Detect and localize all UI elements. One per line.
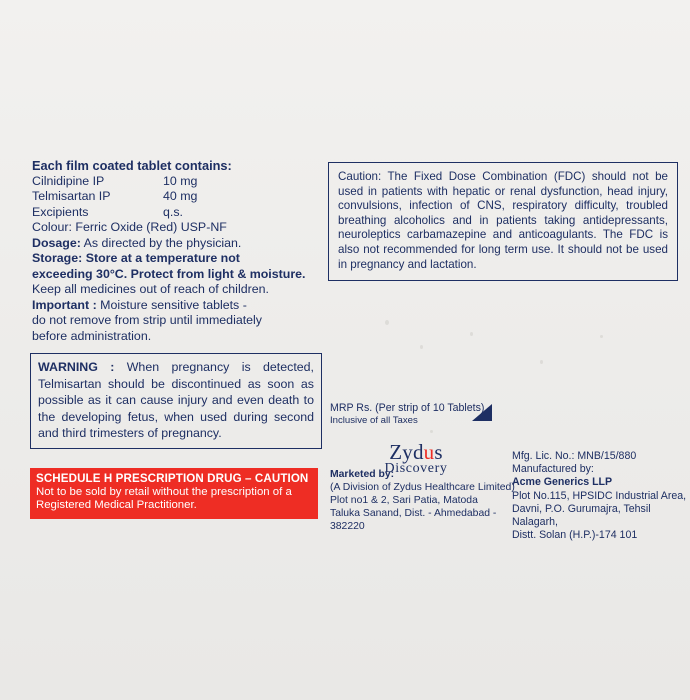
colour-line: Colour: Ferric Oxide (Red) USP-NF [32, 220, 227, 234]
important-block [32, 298, 322, 345]
manufacturer-name: Acme Generics LLP [512, 476, 613, 489]
ingredient-row [32, 174, 322, 190]
marketed-address-2: Taluka Sanand, Dist. - Ahmedabad - 382220 [330, 508, 497, 532]
important-line-3: before administration. [32, 328, 152, 343]
ingredient-row [32, 189, 322, 205]
schedule-h-title: SCHEDULE H PRESCRIPTION DRUG – CAUTION [36, 472, 309, 485]
dosage-line [32, 236, 322, 252]
ingredient-row [32, 205, 322, 221]
marketed-address-1: Plot no1 & 2, Sari Patia, Matoda [330, 495, 478, 506]
storage-line-3: Keep all medicines out of reach of children. [32, 282, 269, 296]
storage-label: Storage: [32, 251, 83, 265]
warning-text: When pregnancy is detected, Telmisartan should be discontinued as soon as possible as it can cause injury and even death to the developing fetus, when used during second and third trimesters of pregnancy. [38, 360, 314, 440]
ingredient-strength: 10 mg [163, 173, 198, 188]
mrp-line-2: Inclusive of all Taxes [330, 414, 418, 426]
manufacturer-address-3: Distt. Solan (H.P.)-174 101 [512, 529, 638, 542]
marketed-division: (A Division of Zydus Healthcare Limited) [330, 482, 515, 493]
ingredient-name: Telmisartan IP [32, 189, 111, 203]
storage-block [32, 251, 322, 298]
schedule-h-box [30, 468, 318, 519]
storage-line-2: exceeding 30°C. Protect from light & moisture. [32, 266, 306, 281]
brand-name: Zydus [389, 440, 443, 464]
marketed-by-block [330, 468, 515, 533]
important-label: Important : [32, 297, 97, 312]
composition-heading: Each film coated tablet contains: [32, 158, 232, 173]
dosage-label: Dosage: [32, 235, 81, 250]
manufacturing-licence: Mfg. Lic. No.: MNB/15/880 [512, 450, 637, 462]
manufactured-by-label: Manufactured by: [512, 463, 594, 476]
caution-box [328, 162, 678, 281]
storage-line-1: Store at a temperature not [82, 251, 240, 265]
important-line-2: do not remove from strip until immediately [32, 313, 263, 327]
schedule-h-line-1: Not to be sold by retail without the prescription of a [36, 485, 292, 498]
marketed-label: Marketed by: [330, 469, 395, 480]
schedule-h-line-2: Registered Medical Practitioner. [36, 499, 197, 512]
manufacturer-block [512, 450, 690, 542]
ingredient-strength: 40 mg [163, 189, 198, 203]
brand-tagline: Discovery [384, 461, 448, 476]
ingredient-strength: q.s. [163, 204, 183, 219]
composition-block [32, 158, 322, 344]
manufacturer-address-2: Davni, P.O. Gurumajra, Tehsil Nalagarh, [512, 502, 651, 529]
ingredient-name: Excipients [32, 204, 89, 219]
mrp-line-1: MRP Rs. (Per strip of 10 Tablets) [330, 402, 485, 414]
arrow-icon [470, 402, 496, 424]
manufacturer-address-1: Plot No.115, HPSIDC Industrial Area, [512, 489, 687, 502]
warning-title: WARNING : [38, 360, 115, 374]
caution-text: Caution: The Fixed Dose Combination (FDC) should not be used in patients with hepatic or renal dysfunction, head injury, convulsions, infection of CNS, respiratory difficulty, troubled breathing alcoholics and in patients taking antidepressants, neuroleptics carbamazepine and anticoagulants. The FDC is also not recommended for long term use. It should not be used in pregnancy and lactation. [338, 170, 668, 271]
carton-content [18, 150, 687, 542]
dosage-text: As directed by the physician. [80, 235, 242, 250]
pregnancy-warning-box [30, 353, 322, 449]
ingredient-name: Cilnidipine IP [32, 173, 105, 188]
important-line-1: Moisture sensitive tablets - [96, 297, 247, 312]
